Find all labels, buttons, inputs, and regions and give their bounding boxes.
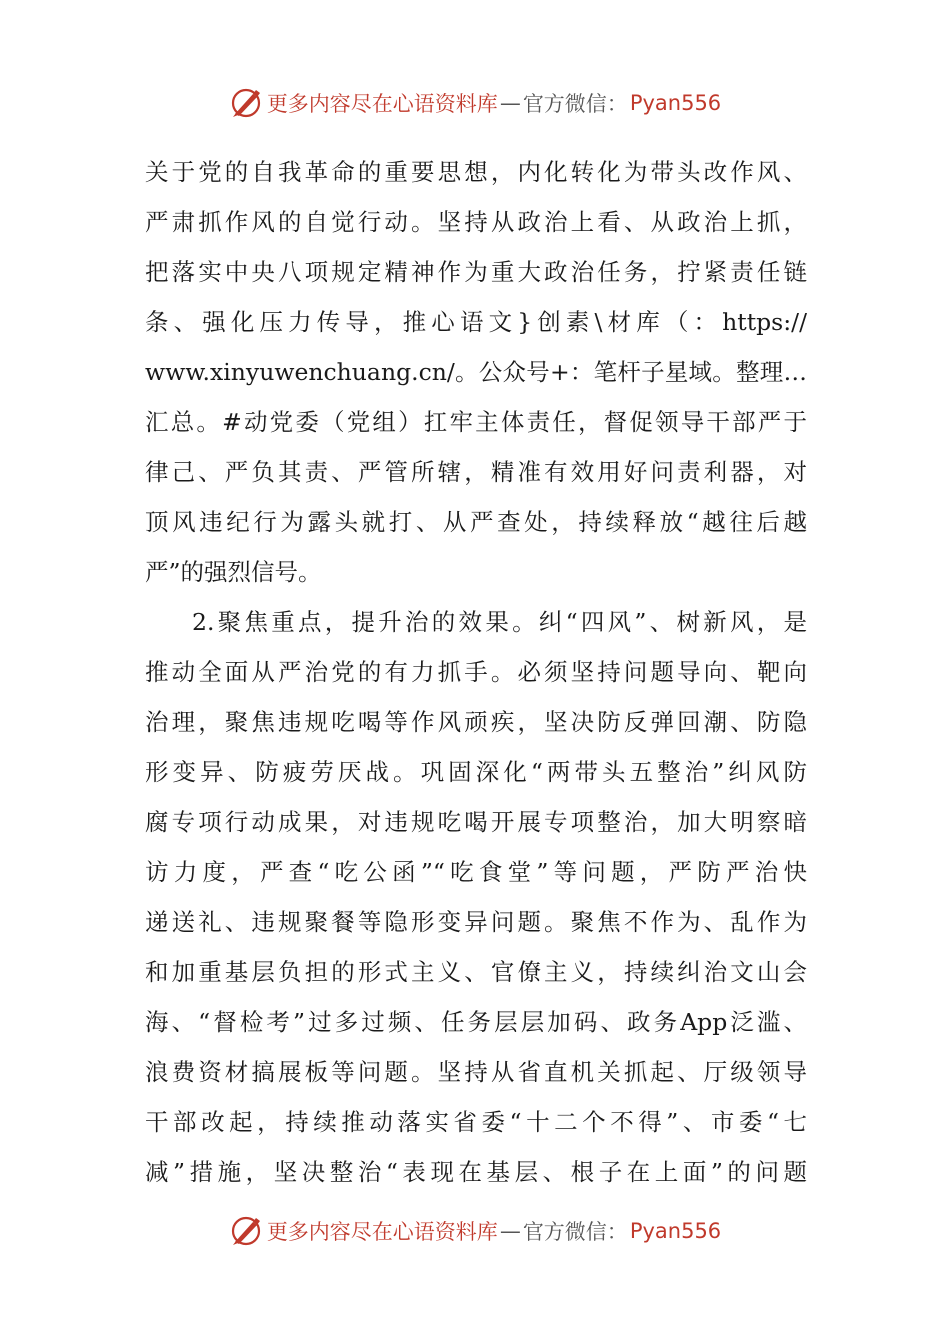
text-line: 访力度，严查“吃公函”“吃食堂”等问题，严防严治快 [145,858,807,886]
text-line: 2.聚焦重点，提升治的效果。纠“四风”、树新风，是 [192,608,807,636]
banner-text: 更多内容尽在心语资料库 [266,1220,498,1244]
banner-dash: — [499,91,521,115]
banner-wechat-id: Pyan556 [629,1219,722,1243]
banner-official-label: 官方微信： [522,92,628,116]
text-line: 和加重基层负担的形式主义、官僚主义，持续纠治文山会 [145,958,807,986]
banner-wechat-id: Pyan556 [629,91,722,115]
header-banner [0,83,950,123]
text-line: 顶风违纪行为露头就打、从严查处，持续释放“越往后越 [145,508,807,536]
text-line: 汇总。#动党委（党组）扛牢主体责任，督促领导干部严于 [145,408,807,436]
paragraph-1 [145,147,807,597]
document-body [145,147,807,1197]
pen-logo-icon [229,86,263,120]
text-line: 递送礼、违规聚餐等隐形变异问题。聚焦不作为、乱作为 [145,908,807,936]
text-line: 海、“督检考”过多过频、任务层层加码、政务App泛滥、 [145,1008,807,1036]
banner-dash: — [499,1219,521,1243]
text-line: 浪费资材搞展板等问题。坚持从省直机关抓起、厅级领导 [145,1058,807,1086]
paragraph-2 [145,597,807,1197]
banner-official-label: 官方微信： [522,1220,628,1244]
banner-text: 更多内容尽在心语资料库 [266,92,498,116]
text-line: 严肃抓作风的自觉行动。坚持从政治上看、从政治上抓， [145,208,807,236]
footer-banner [0,1211,950,1251]
text-line: 把落实中央八项规定精神作为重大政治任务，拧紧责任链 [145,258,807,286]
text-line: 腐专项行动成果，对违规吃喝开展专项整治，加大明察暗 [145,808,807,836]
text-line: 条、强化压力传导，推心语文}创素\材库（：https:// [145,308,807,336]
text-line: 治理，聚焦违规吃喝等作风顽疾，坚决防反弹回潮、防隐 [145,708,807,736]
text-line: 干部改起，持续推动落实省委“十二个不得”、市委“七 [145,1108,807,1136]
text-line: 严”的强烈信号。 [145,558,322,586]
text-line: www.xinyuwenchuang.cn/。公众号+：笔杆子星域。整理… [145,358,807,386]
text-line: 关于党的自我革命的重要思想，内化转化为带头改作风、 [145,158,807,186]
text-line: 形变异、防疲劳厌战。巩固深化“两带头五整治”纠风防 [145,758,807,786]
text-line: 减”措施，坚决整治“表现在基层、根子在上面”的问题 [145,1158,807,1186]
text-line: 推动全面从严治党的有力抓手。必须坚持问题导向、靶向 [145,658,807,686]
pen-logo-icon [229,1214,263,1248]
text-line: 律己、严负其责、严管所辖，精准有效用好问责利器，对 [145,458,807,486]
